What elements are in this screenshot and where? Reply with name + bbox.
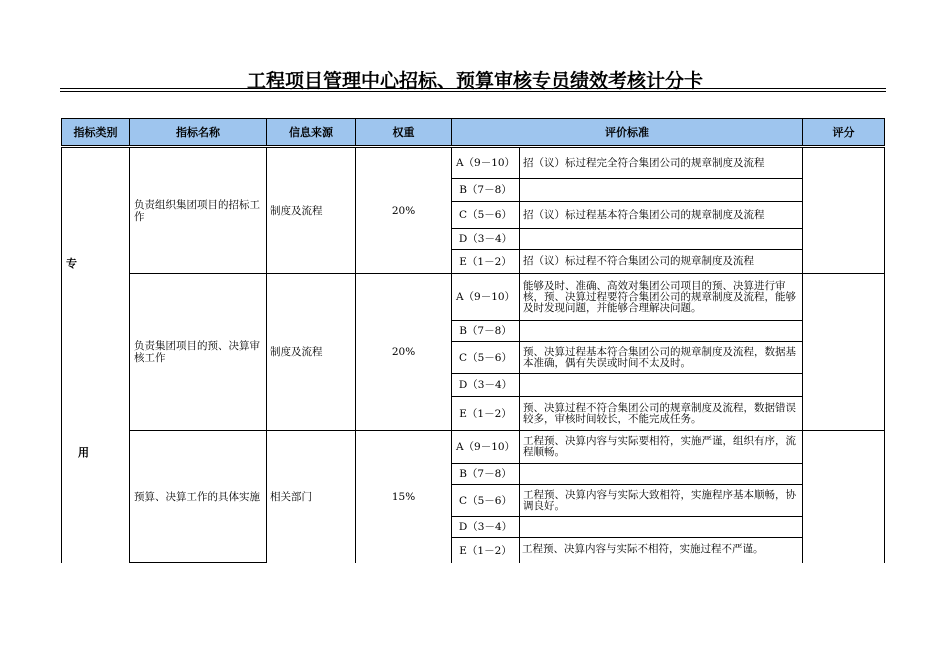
grade-label: D（3－4） xyxy=(451,516,520,538)
criteria-text: 招（议）标过程完全符合集团公司的规章制度及流程 xyxy=(519,147,803,179)
header-indicator-name: 指标名称 xyxy=(129,118,267,146)
category-char-1: 专 xyxy=(66,257,77,270)
weight-value: 20% xyxy=(355,147,452,274)
info-source: 制度及流程 xyxy=(266,147,356,274)
weight-value: 20% xyxy=(355,273,452,431)
score-cell[interactable] xyxy=(802,147,885,274)
score-cell[interactable] xyxy=(802,430,885,563)
page-title: 工程项目管理中心招标、预算审核专员绩效考核计分卡 xyxy=(246,70,703,92)
weight-value: 15% xyxy=(355,430,452,563)
grade-label: E（1－2） xyxy=(451,396,520,431)
grade-label: D（3－4） xyxy=(451,373,520,397)
info-source: 相关部门 xyxy=(266,430,356,563)
header-weight: 权重 xyxy=(355,118,452,146)
grade-label: B（7－8） xyxy=(451,178,520,202)
category-char-2: 用 xyxy=(78,446,89,459)
criteria-text xyxy=(519,516,803,538)
criteria-text: 预、决算过程不符合集团公司的规章制度及流程，数据错误较多，审核时间较长，不能完成任务。 xyxy=(519,396,803,431)
criteria-text xyxy=(519,178,803,202)
header-criteria: 评价标准 xyxy=(451,118,803,146)
criteria-text: 工程预、决算内容与实际不相符，实施过程不严谨。 xyxy=(522,542,764,555)
indicator-name: 负责集团项目的预、决算审核工作 xyxy=(129,273,267,431)
grade-label: B（7－8） xyxy=(451,463,520,485)
grade-label: D（3－4） xyxy=(451,228,520,250)
info-source: 制度及流程 xyxy=(266,273,356,431)
criteria-text: 预、决算过程基本符合集团公司的规章制度及流程，数据基本准确，偶有失误或时间不太及时。 xyxy=(519,341,803,374)
criteria-text: 工程预、决算内容与实际要相符，实施严谨，组织有序，流程顺畅。 xyxy=(519,430,803,464)
grade-label: C（5－6） xyxy=(451,341,520,374)
criteria-text xyxy=(519,373,803,397)
indicator-name: 预算、决算工作的具体实施 xyxy=(129,430,267,563)
criteria-text: 能够及时、准确、高效对集团公司项目的预、决算进行审核，预、决算过程要符合集团公司的规章制度及流程，能够及时发现问题，并能够合理解决问题。 xyxy=(519,273,803,321)
header-category: 指标类别 xyxy=(61,118,130,146)
criteria-text: 招（议）标过程不符合集团公司的规章制度及流程 xyxy=(519,249,803,274)
criteria-text: 工程预、决算内容与实际大致相符，实施程序基本顺畅，协调良好。 xyxy=(519,484,803,517)
grade-label: E（1－2） xyxy=(451,537,520,563)
title-rule xyxy=(60,88,886,89)
header-score: 评分 xyxy=(802,118,885,146)
grade-label: E（1－2） xyxy=(451,249,520,274)
grade-label: B（7－8） xyxy=(451,320,520,342)
grade-label: A（9－10） xyxy=(451,273,520,321)
grade-label: A（9－10） xyxy=(451,430,520,464)
grade-label: C（5－6） xyxy=(451,484,520,517)
grade-label: A（9－10） xyxy=(451,147,520,179)
criteria-text xyxy=(519,320,803,342)
criteria-text xyxy=(519,228,803,250)
grade-label: C（5－6） xyxy=(451,201,520,229)
header-info-source: 信息来源 xyxy=(266,118,356,146)
indicator-name: 负责组织集团项目的招标工作 xyxy=(129,147,267,274)
score-cell[interactable] xyxy=(802,273,885,431)
criteria-text: 招（议）标过程基本符合集团公司的规章制度及流程 xyxy=(519,201,803,229)
category-cell xyxy=(61,147,130,563)
title-rule-double xyxy=(60,91,886,92)
criteria-text xyxy=(519,463,803,485)
